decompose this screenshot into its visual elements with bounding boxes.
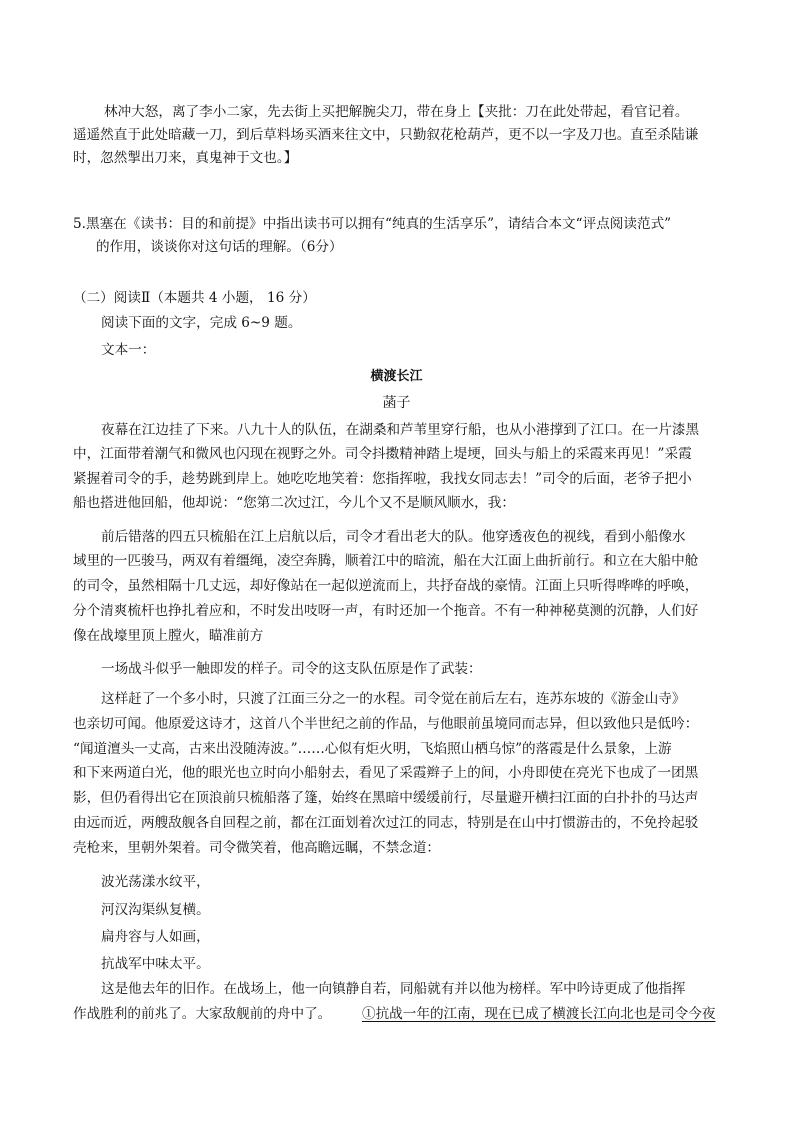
article-line: 由远而近，两艘敌舰各自回程之前，都在江面划着次过江的同志，特别是在山中打惯游击的，不免拎起驳 [73, 815, 699, 831]
article-line: 像在战壕里顶上膛火，瞄准前方 [73, 628, 264, 644]
poem-line: 波光荡漾水纹平， [101, 874, 210, 890]
article-line: 紧握着司令的手，趁势跳到岸上。她吃吃地笑着：您指挥啦，我找女同志去！”司令的后面，老爷子把小 [73, 471, 692, 487]
commentary-line-3: 时，忽然掣出刀来，真鬼神于文也。】 [73, 150, 298, 166]
article-line: 一场战斗似乎一触即发的样子。司令的这支队伍原是作了武装： [101, 661, 482, 677]
article-line: 这样赶了一个多小时，只渡了江面三分之一的水程。司令觉在前后左右，连苏东坡的《游金山寺》 [101, 691, 686, 707]
article-line: 前后错落的四五只梳船在江上启航以后，司令才看出老大的队。他穿透夜色的视线，看到小船像水 [101, 529, 686, 545]
text-label: 文本一： [101, 342, 156, 358]
article-author: 菡子 [382, 395, 411, 411]
underlined-sentence: ①抗战一年的江南，现在已成了横渡长江向北也是司令今夜 [362, 1006, 716, 1022]
article-line: 夜幕在江边挂了下来。八九十人的队伍，在湖桑和芦苇里穿行船，也从小港撑到了江口。在一片漆黑 [101, 422, 700, 438]
article-line: 这是他去年的旧作。在战场上，他一向镇静自若，同船就有并以他为榜样。军中吟诗更成了他指挥 [101, 981, 686, 997]
article-line: 也亲切可闻。他原爱这诗才，这首八个半世纪之前的作品，与他眼前虽境同而志异，但以致他只是低吟： [73, 716, 699, 732]
article-line: 的司令，虽然相隔十几丈远，却好像站在一起似逆流而上，共抒奋战的豪情。江面上只听得哗哗的呼唤， [73, 578, 699, 594]
article-title: 横渡长江 [370, 369, 423, 384]
article-line: 船也搭进他回船，他却说：“您第二次过江，今儿个又不是顺风顺水，我： [73, 495, 515, 511]
article-line: “闻道澶头一丈高，古来出没随涛波。”……心似有炬火明，飞焰照山栖乌惊”的落霞是什么景象，上游 [73, 741, 672, 757]
article-line: 域里的一匹骏马，两双有着缰绳，凌空奔腾，顺着江中的暗流，船在大江面上曲折前行。和立在大船中舱 [73, 553, 699, 569]
poem-line: 河汉沟渠纵复横。 [101, 902, 210, 918]
commentary-line-2: 遥遥然直于此处暗藏一刀，到后草料场买酒来往文中，只勤叙花枪葫芦，更不以一字及刀也。直至杀陆谦 [73, 127, 699, 143]
article-line: 分个清爽梳杆也挣扎着应和，不时发出吱呀一声，有时还加一个拖音。不有一种神秘莫测的沉静，人们好 [73, 603, 699, 619]
article-line: 壳枪来，里朝外架着。司令微笑着，他高瞻远瞩，不禁念道： [73, 840, 441, 856]
article-line: 影，但仍看得出它在顶浪前只梳船落了篷，始终在黑暗中缓缓前行，尽量避开横扫江面的白扑扑的马达声 [73, 790, 699, 806]
article-line: 作战胜利的前兆了。大家敌舰前的舟中了。 [73, 1006, 332, 1022]
article-line: 中，江面带着潮气和微风也闪现在视野之外。司令抖擞精神踏上堤埂，回头与船上的采霞来再见！”采霞 [73, 446, 692, 462]
question-5-line-1: 5.黑塞在《读书：目的和前提》中指出读书可以拥有“纯真的生活享乐”，请结合本文“评点阅读范式” [73, 216, 672, 232]
article-line: 和下来两道白光，他的眼光也立时向小船射去，看见了采霞辫子上的间，小舟即使在亮光下也成了一团黑 [73, 765, 699, 781]
poem-line: 扁舟容与人如画， [101, 929, 210, 945]
question-5-line-2: 的作用，谈谈你对这句话的理解。（6分） [96, 239, 343, 255]
poem-line: 抗战军中味太平。 [101, 956, 210, 972]
section-instruction: 阅读下面的文字，完成 6~9 题。 [101, 315, 302, 331]
section-heading: （二）阅读Ⅱ（本题共 4 小题， 16 分） [73, 290, 316, 306]
commentary-line-1: 林冲大怒，离了李小二家，先去街上买把解腕尖刀，带在身上【夹批：刀在此处带起，看官记着。 [104, 104, 689, 120]
